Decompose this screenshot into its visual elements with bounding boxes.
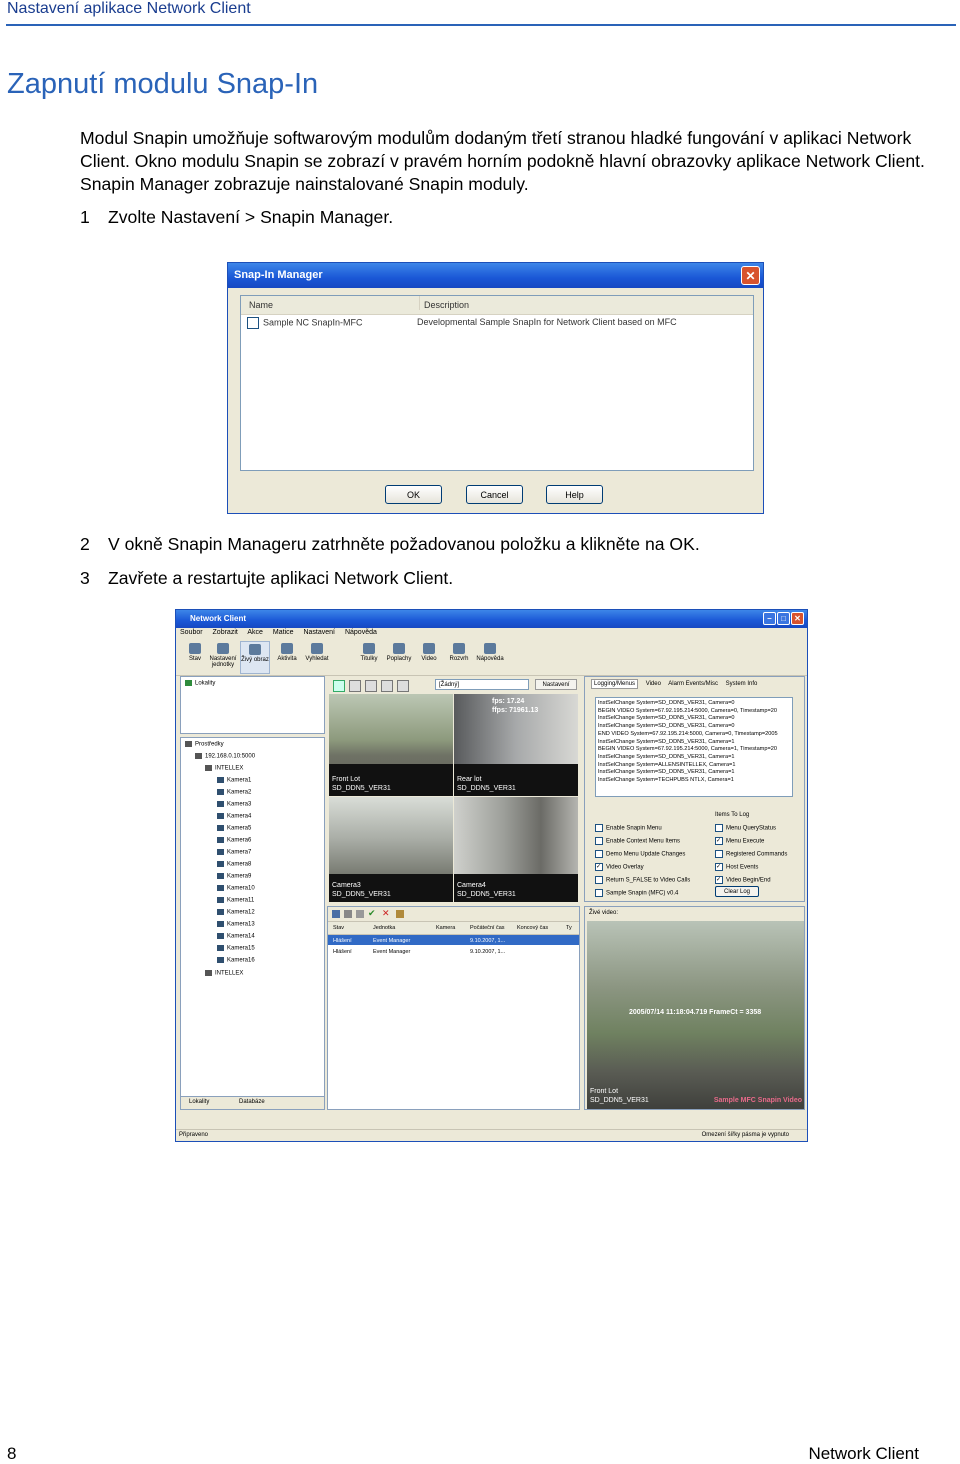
option-checkbox[interactable] bbox=[715, 850, 787, 858]
log-lines bbox=[598, 700, 790, 785]
option-checkbox[interactable] bbox=[715, 824, 776, 832]
cancel-button[interactable]: Cancel bbox=[466, 485, 523, 504]
toolbar-label: Nápověda bbox=[476, 656, 504, 662]
table-row[interactable] bbox=[328, 935, 579, 945]
ffps-value: ffps: 71961.13 bbox=[492, 707, 539, 714]
option-label: Video Overlay bbox=[606, 864, 644, 871]
col-start-time[interactable]: Počáteční čas bbox=[470, 925, 505, 931]
option-label: Enable Context Menu Items bbox=[606, 838, 681, 845]
help-button[interactable]: Help bbox=[546, 485, 603, 504]
unchecked-icon[interactable] bbox=[595, 889, 603, 897]
toolbar-help-button[interactable] bbox=[475, 641, 505, 662]
delete-icon[interactable]: ✕ bbox=[382, 908, 390, 918]
checked-icon[interactable]: ✓ bbox=[716, 877, 722, 883]
camera-icon bbox=[217, 921, 224, 927]
header-rule bbox=[6, 24, 956, 26]
camera-name: Camera3 bbox=[332, 882, 361, 889]
unchecked-icon[interactable] bbox=[715, 850, 723, 858]
tree-label: Kamera8 bbox=[227, 861, 252, 868]
dialog-title: Snap-In Manager bbox=[234, 269, 323, 281]
option-label: Sample Snapin (MFC) v0.4 bbox=[606, 890, 679, 897]
status-bar bbox=[176, 1129, 807, 1141]
tree-label: Lokality bbox=[195, 680, 216, 687]
tree-item-camera[interactable] bbox=[217, 849, 251, 856]
tree-item-unit-2[interactable] bbox=[205, 970, 243, 977]
layout-custom-icon[interactable] bbox=[397, 680, 409, 692]
tree-label: Prostředky bbox=[195, 741, 224, 748]
timestamp-overlay: 2005/07/14 11:18:04.719 FrameCt = 3358 bbox=[629, 1009, 762, 1016]
option-checkbox[interactable] bbox=[715, 837, 764, 845]
camera-icon bbox=[217, 825, 224, 831]
option-label: Registered Commands bbox=[726, 851, 788, 858]
snapin-watermark: Sample MFC Snapin Video bbox=[713, 1097, 802, 1104]
menu-item[interactable]: Matice bbox=[272, 629, 294, 636]
option-checkbox[interactable] bbox=[595, 863, 644, 871]
camera-icon bbox=[217, 801, 224, 807]
running-header: Nastavení aplikace Network Client bbox=[7, 0, 251, 17]
step-number: 2 bbox=[80, 534, 90, 554]
toolbar-label: Titulky bbox=[360, 656, 378, 662]
log-line: InstSelChange System=SD_DDN5_VER31, Camera=1 bbox=[598, 738, 735, 745]
live-video-title: Živé video: bbox=[589, 910, 619, 916]
tree-item-camera[interactable] bbox=[217, 837, 251, 844]
snapin-name: Sample NC SnapIn-MFC bbox=[263, 317, 363, 328]
menu-item[interactable]: Soubor bbox=[180, 629, 203, 636]
tree-item-camera[interactable] bbox=[217, 777, 251, 784]
tree-item-sites[interactable] bbox=[185, 680, 215, 687]
cell-start-time: 9.10.2007, 1... bbox=[470, 949, 506, 955]
log-line: BEGIN VIDEO System=67.92.195.214:5000, Camera=1, Timestamp=20 bbox=[598, 746, 777, 753]
close-icon[interactable]: ✕ bbox=[741, 266, 760, 285]
video-settings-button[interactable]: Nastavení bbox=[535, 679, 577, 690]
camera-icon bbox=[217, 885, 224, 891]
recorder-icon bbox=[205, 970, 212, 976]
option-label: Demo Menu Update Changes bbox=[606, 851, 686, 858]
toolbar-label: Poplachy bbox=[386, 656, 412, 662]
intro-paragraph: Modul Snapin umožňuje softwarovým modulům dodaným třetí stranou hladké fungování v aplikaci Network Client. Okno modulu Snapin se zobrazí v pravém horním podokně hlavní obrazovky aplikace Network Client. Snapin Manager zobrazuje nainstalované Snapin moduly. bbox=[80, 128, 925, 194]
toolbar-label: Vyhledat bbox=[305, 656, 329, 662]
system-name: SD_DDN5_VER31 bbox=[457, 891, 516, 898]
log-line: InstSelChange System=SD_DDN5_VER31, Camera=0 bbox=[598, 715, 735, 722]
tree-item-camera[interactable] bbox=[217, 825, 251, 832]
fps-overlay bbox=[492, 697, 538, 715]
titles-icon bbox=[363, 643, 375, 654]
video-caption bbox=[590, 1087, 649, 1105]
step-number: 1 bbox=[80, 207, 90, 227]
option-label: Video Begin/End bbox=[726, 877, 771, 884]
tree-item-resources[interactable] bbox=[185, 741, 224, 748]
tree-label: Kamera4 bbox=[227, 813, 252, 820]
tree-label: Kamera5 bbox=[227, 825, 252, 832]
toolbar-label: Rozvrh bbox=[449, 656, 469, 662]
tab-database[interactable]: Databáze bbox=[239, 1099, 265, 1105]
layout-1x1-icon[interactable] bbox=[333, 680, 345, 692]
cell-status: Hlášení bbox=[333, 949, 352, 955]
search-icon bbox=[311, 643, 323, 654]
option-label: Host Events bbox=[726, 864, 759, 871]
camera-name: Rear lot bbox=[457, 776, 482, 783]
col-type[interactable]: Ty bbox=[566, 925, 572, 931]
preset-select[interactable]: [Žádný] bbox=[435, 679, 529, 690]
camera-icon bbox=[217, 957, 224, 963]
tree-item-camera[interactable] bbox=[217, 861, 251, 868]
step-text: Zavřete a restartujte aplikaci Network Client. bbox=[108, 568, 454, 588]
camera-icon bbox=[217, 849, 224, 855]
tree-label: Kamera12 bbox=[227, 909, 255, 916]
status-text: Připraveno bbox=[179, 1132, 209, 1138]
column-name[interactable]: Name bbox=[249, 300, 274, 310]
server-icon bbox=[195, 753, 202, 759]
video-cell-front-lot[interactable] bbox=[329, 694, 453, 796]
tree-label: Kamera6 bbox=[227, 837, 252, 844]
tree-label: INTELLEX bbox=[215, 970, 244, 977]
bandwidth-status: Omezení šířky pásma je vypnuto bbox=[701, 1132, 789, 1138]
log-line: InstSelChange System=SD_DDN5_VER31, Camera=1 bbox=[598, 769, 735, 776]
tree-label: Kamera10 bbox=[227, 885, 255, 892]
tree-label: Kamera11 bbox=[227, 897, 255, 904]
system-name: SD_DDN5_VER31 bbox=[590, 1097, 649, 1104]
option-label: Menu QueryStatus bbox=[726, 825, 777, 832]
resources-tree bbox=[180, 737, 325, 1110]
camera-icon bbox=[217, 909, 224, 915]
toolbar-titles-button[interactable] bbox=[354, 641, 384, 662]
system-name: SD_DDN5_VER31 bbox=[332, 891, 391, 898]
log-line: InstSelChange System=SD_DDN5_VER31, Camera=1 bbox=[598, 753, 735, 760]
checked-icon[interactable]: ✓ bbox=[716, 864, 722, 870]
menu-item[interactable]: Akce bbox=[247, 629, 263, 636]
tree-item-host[interactable] bbox=[195, 753, 255, 760]
items-to-log-title: Items To Log bbox=[715, 812, 750, 818]
log-line: END VIDEO System=67.92.195.214:5000, Camera=0, Timestamp=2005 bbox=[598, 730, 778, 737]
snapin-tabs bbox=[591, 681, 763, 687]
activity-icon bbox=[281, 643, 293, 654]
table-row[interactable] bbox=[328, 946, 579, 956]
window-title: Network Client bbox=[190, 614, 247, 623]
events-toolbar bbox=[328, 907, 579, 922]
dialog-titlebar bbox=[228, 263, 763, 288]
tree-label: INTELLEX bbox=[215, 765, 244, 772]
toolbar-live-button[interactable] bbox=[240, 641, 270, 674]
save-icon[interactable] bbox=[332, 910, 340, 918]
step-text: V okně Snapin Manageru zatrhněte požadovanou položku a klikněte na OK. bbox=[108, 534, 700, 554]
log-list[interactable] bbox=[595, 697, 793, 797]
tree-item-camera[interactable] bbox=[217, 897, 254, 904]
close-icon[interactable]: ✕ bbox=[791, 612, 804, 625]
page-title: Zapnutí modulu Snap-In bbox=[7, 68, 319, 100]
video-cell-camera4[interactable] bbox=[454, 797, 578, 902]
system-name: SD_DDN5_VER31 bbox=[332, 785, 391, 792]
tree-label: Kamera1 bbox=[227, 777, 252, 784]
fps-value: fps: 17.24 bbox=[492, 698, 525, 705]
option-checkbox[interactable] bbox=[595, 850, 685, 858]
camera-icon bbox=[249, 644, 261, 655]
camera-name: Camera4 bbox=[457, 882, 486, 889]
print-preview-icon[interactable] bbox=[356, 910, 364, 918]
tree-item-camera[interactable] bbox=[217, 789, 251, 796]
print-icon[interactable] bbox=[344, 910, 352, 918]
toolbar-search-button[interactable] bbox=[302, 641, 332, 662]
camera-icon bbox=[217, 777, 224, 783]
option-label: Return S_FALSE to Video Calls bbox=[606, 877, 691, 884]
maximize-icon[interactable]: □ bbox=[777, 612, 790, 625]
toolbar-label: Živý obraz bbox=[241, 657, 269, 663]
option-label: Enable Snapin Menu bbox=[606, 825, 662, 832]
unchecked-icon[interactable] bbox=[595, 824, 603, 832]
tab-logging[interactable]: Logging/Menus bbox=[591, 679, 638, 689]
snapin-description: Developmental Sample SnapIn for Network Client based on MFC bbox=[417, 317, 677, 327]
filter-icon[interactable] bbox=[396, 910, 404, 918]
tab-sites[interactable]: Lokality bbox=[189, 1099, 210, 1105]
tree-item-camera[interactable] bbox=[217, 945, 255, 952]
option-checkbox[interactable] bbox=[595, 824, 662, 832]
video-icon bbox=[423, 643, 435, 654]
cell-start-time: 9.10.2007, 1... bbox=[470, 938, 506, 944]
camera-name: Front Lot bbox=[332, 776, 361, 783]
video-cell-rear-lot[interactable] bbox=[454, 694, 578, 796]
unchecked-icon[interactable] bbox=[595, 850, 603, 858]
live-video[interactable] bbox=[587, 921, 804, 1109]
tree-label: Kamera3 bbox=[227, 801, 252, 808]
col-end-time[interactable]: Koncový čas bbox=[517, 925, 549, 931]
layout-3x3-icon[interactable] bbox=[365, 680, 377, 692]
help-icon bbox=[484, 643, 496, 654]
log-line: InstSelChange System=SD_DDN5_VER31, Camera=0 bbox=[598, 700, 735, 706]
live-video-pane bbox=[584, 906, 805, 1110]
snapin-list bbox=[240, 295, 754, 471]
system-name: SD_DDN5_VER31 bbox=[457, 785, 516, 792]
tree-label: Kamera7 bbox=[227, 849, 252, 856]
footer-product: Network Client bbox=[808, 1444, 919, 1463]
toolbar-alarms-button[interactable] bbox=[384, 641, 414, 662]
alarm-icon bbox=[393, 643, 405, 654]
log-line: BEGIN VIDEO System=67.92.195.214:5000, Camera=0, Timestamp=20 bbox=[598, 707, 777, 714]
left-tabs bbox=[181, 1096, 324, 1109]
camera-icon bbox=[217, 813, 224, 819]
list-header bbox=[241, 296, 753, 315]
log-line: InstSelChange System=SD_DDN5_VER31, Camera=0 bbox=[598, 723, 735, 730]
cell-status: Hlášení bbox=[333, 938, 352, 944]
toolbar-label: Video bbox=[421, 656, 437, 662]
tree-item-camera[interactable] bbox=[217, 873, 251, 880]
cell-unit: Event Manager bbox=[373, 938, 411, 944]
camera-icon bbox=[217, 897, 224, 903]
step-number: 3 bbox=[80, 568, 90, 588]
main-toolbar bbox=[176, 641, 807, 676]
toolbar-status-button[interactable] bbox=[180, 641, 210, 662]
tab-alarm-events[interactable]: Alarm Events/Misc bbox=[668, 681, 718, 687]
tree-item-camera[interactable] bbox=[217, 885, 255, 892]
video-wall bbox=[327, 676, 580, 902]
unchecked-icon[interactable] bbox=[595, 876, 603, 884]
toolbar-video-button[interactable] bbox=[414, 641, 444, 662]
unchecked-icon[interactable] bbox=[715, 824, 723, 832]
video-caption bbox=[332, 775, 391, 793]
step-text: Zvolte Nastavení > Snapin Manager. bbox=[108, 207, 394, 227]
network-client-window bbox=[175, 609, 808, 1142]
video-cell-camera3[interactable] bbox=[329, 797, 453, 902]
tab-system-info[interactable]: System Info bbox=[725, 681, 758, 687]
camera-icon bbox=[217, 873, 224, 879]
tab-video[interactable]: Video bbox=[645, 681, 661, 687]
camera-name: Front Lot bbox=[590, 1088, 619, 1095]
video-caption bbox=[332, 881, 391, 899]
checked-icon[interactable]: ✓ bbox=[596, 864, 602, 870]
option-checkbox[interactable] bbox=[715, 876, 771, 884]
menu-item[interactable]: Nápověda bbox=[344, 629, 377, 636]
step-1 bbox=[80, 207, 393, 228]
sites-tree bbox=[180, 676, 325, 734]
layout-4x4-icon[interactable] bbox=[381, 680, 393, 692]
tree-item-camera[interactable] bbox=[217, 909, 255, 916]
snapin-checkbox[interactable] bbox=[247, 317, 259, 329]
unchecked-icon[interactable] bbox=[595, 837, 603, 845]
step-3 bbox=[80, 568, 453, 589]
tree-label: 192.168.0.10:5000 bbox=[205, 753, 256, 760]
snapin-manager-dialog bbox=[227, 262, 764, 514]
tree-label: Kamera13 bbox=[227, 921, 255, 928]
minimize-icon[interactable]: – bbox=[763, 612, 776, 625]
menu-item[interactable]: Nastavení bbox=[303, 629, 336, 636]
clear-log-button[interactable]: Clear Log bbox=[715, 886, 759, 897]
ok-button[interactable]: OK bbox=[385, 485, 442, 504]
snapin-pane bbox=[584, 676, 805, 902]
cell-unit: Event Manager bbox=[373, 949, 411, 955]
toolbar-activity-button[interactable] bbox=[272, 641, 302, 662]
tree-label: Kamera14 bbox=[227, 933, 255, 940]
option-checkbox[interactable] bbox=[595, 876, 690, 884]
tree-item-camera[interactable] bbox=[217, 921, 255, 928]
camera-icon bbox=[217, 933, 224, 939]
page-number: 8 bbox=[7, 1444, 17, 1463]
settings-icon bbox=[217, 643, 229, 654]
toolbar-unit-settings-button[interactable] bbox=[208, 641, 238, 668]
tree-label: Kamera2 bbox=[227, 789, 252, 796]
camera-icon bbox=[217, 861, 224, 867]
tree-item-camera[interactable] bbox=[217, 801, 251, 808]
option-checkbox[interactable] bbox=[595, 837, 680, 845]
window-titlebar bbox=[176, 610, 807, 628]
sites-icon bbox=[185, 680, 192, 686]
col-unit[interactable]: Jednotka bbox=[373, 925, 396, 931]
events-grid bbox=[328, 922, 579, 1092]
menu-item[interactable]: Zobrazit bbox=[212, 629, 238, 636]
log-line: InstSelChange System=TECHPUBS NTLX, Camera=1 bbox=[598, 777, 734, 784]
tree-item-unit[interactable] bbox=[205, 765, 243, 772]
camera-icon bbox=[217, 837, 224, 843]
option-label: Menu Execute bbox=[726, 838, 765, 845]
schedule-icon bbox=[453, 643, 465, 654]
video-caption bbox=[457, 775, 516, 793]
camera-icon bbox=[217, 945, 224, 951]
col-camera[interactable]: Kamera bbox=[436, 925, 456, 931]
recorder-icon bbox=[205, 765, 212, 771]
menu-bar bbox=[180, 629, 385, 641]
checked-icon[interactable]: ✓ bbox=[716, 838, 722, 844]
toolbar-label: Stav bbox=[188, 656, 201, 662]
col-status[interactable]: Stav bbox=[333, 925, 345, 931]
option-checkbox[interactable] bbox=[595, 889, 678, 897]
step-2 bbox=[80, 534, 700, 555]
toolbar-schedule-button[interactable] bbox=[444, 641, 474, 662]
video-caption bbox=[457, 881, 516, 899]
layout-2x2-icon[interactable] bbox=[349, 680, 361, 692]
tree-label: Kamera9 bbox=[227, 873, 252, 880]
tree-item-camera[interactable] bbox=[217, 933, 255, 940]
status-icon bbox=[189, 643, 201, 654]
tree-item-camera[interactable] bbox=[217, 957, 255, 964]
events-pane bbox=[327, 906, 580, 1110]
option-checkbox[interactable] bbox=[715, 863, 758, 871]
tree-item-camera[interactable] bbox=[217, 813, 251, 820]
log-line: InstSelChange System=ALLENSINTELLEX, Camera=1 bbox=[598, 761, 736, 768]
toolbar-label: Nastavení jednotky bbox=[209, 656, 237, 668]
tree-label: Kamera15 bbox=[227, 945, 255, 952]
acknowledge-icon[interactable]: ✔ bbox=[368, 908, 376, 918]
list-item[interactable] bbox=[247, 317, 363, 331]
tree-label: Kamera16 bbox=[227, 957, 255, 964]
resources-icon bbox=[185, 741, 192, 747]
column-description[interactable]: Description bbox=[419, 296, 469, 310]
grid-header bbox=[328, 922, 579, 935]
camera-icon bbox=[217, 789, 224, 795]
toolbar-label: Aktivita bbox=[277, 656, 297, 662]
